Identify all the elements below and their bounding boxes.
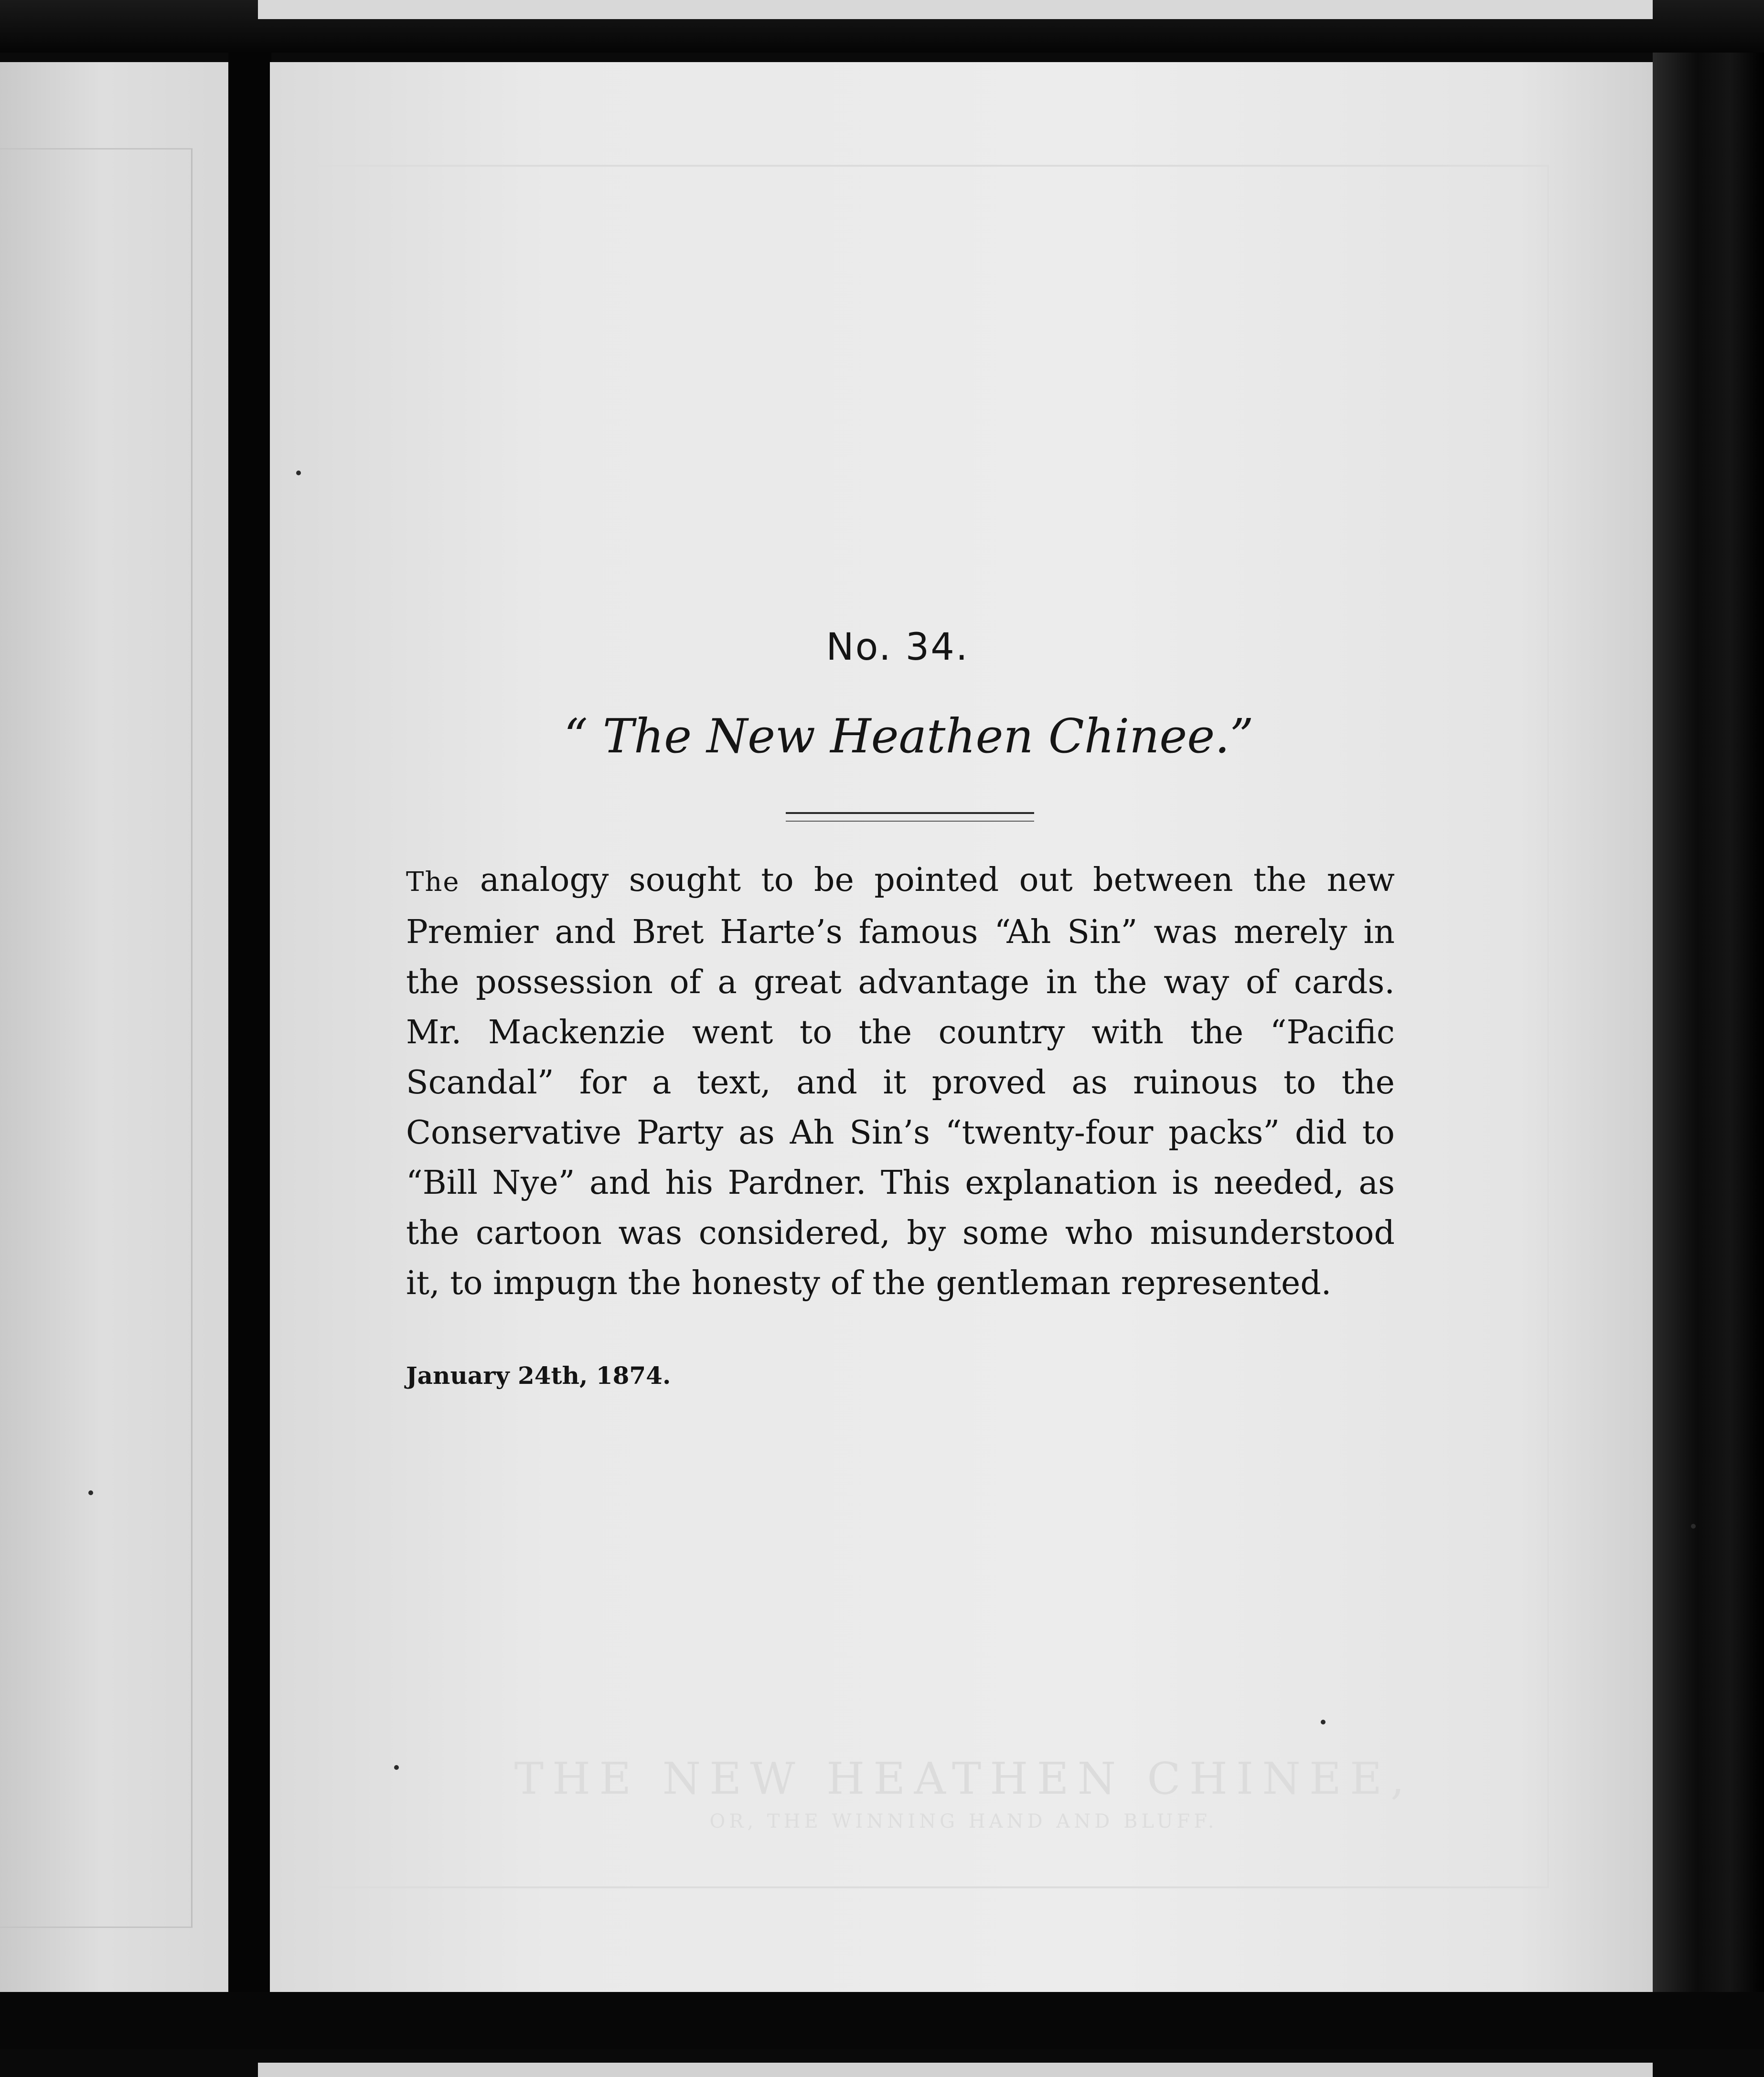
page-edge-shadow bbox=[1653, 53, 1764, 2030]
bottom-frame-border bbox=[0, 1992, 1764, 2049]
publication-date: January 24th, 1874. bbox=[406, 1361, 671, 1390]
gutter-shadow bbox=[228, 53, 271, 2025]
show-through-subcaption: OR, THE WINNING HAND AND BLUFF. bbox=[709, 1810, 1218, 1832]
adjacent-page-top bbox=[258, 0, 1653, 19]
adjacent-page-bottom bbox=[258, 2063, 1653, 2077]
title-rule bbox=[786, 812, 1034, 822]
drop-word: The bbox=[406, 867, 460, 898]
dust-speck bbox=[1691, 1524, 1696, 1529]
facing-page-frame bbox=[0, 148, 192, 1928]
facing-page-left bbox=[0, 62, 253, 1997]
dust-speck bbox=[1321, 1720, 1326, 1724]
dust-speck bbox=[394, 1765, 399, 1770]
dust-speck bbox=[88, 1490, 93, 1495]
dust-speck bbox=[296, 471, 301, 475]
plate-description bbox=[406, 855, 1395, 1308]
show-through-caption: THE NEW HEATHEN CHINEE, bbox=[514, 1753, 1413, 1804]
plate-title: “ The New Heathen Chinee.” bbox=[564, 709, 1254, 764]
description-text: analogy sought to be pointed out between the new Premier and Bret Harte’s famous “Ah Sin” was merely in the possession of a great advantage in the way of cards. Mr. Mackenzie went to the country with the “Pacific Scandal” for a text, and it proved as ruinous to the Conservative Party as Ah Sin’s “twenty-four packs” did to “Bill Nye” and his Pardner. This explanation is needed, as the cartoon was considered, by some who misunderstood it, to impugn the honesty of the gentleman represented. bbox=[406, 861, 1395, 1302]
plate-number: No. 34. bbox=[826, 626, 969, 669]
